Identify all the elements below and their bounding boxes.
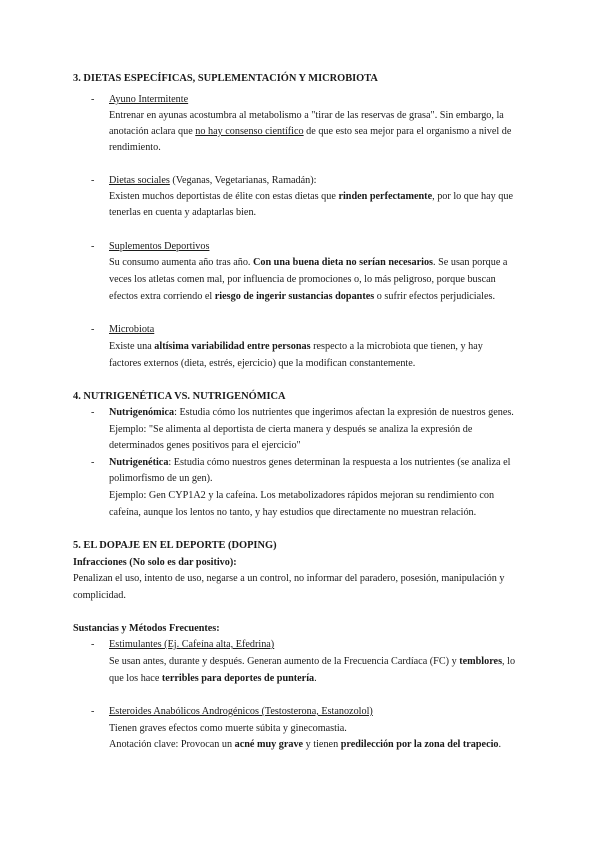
estimulantes-line-1 <box>109 655 515 668</box>
sustancias-title: Sustancias y Métodos Frecuentes: <box>73 623 220 634</box>
bold-text: riesgo de ingerir sustancias dopantes <box>214 291 375 302</box>
text-run: Anotación clave: Provocan un <box>109 739 235 750</box>
nutrigenomica-line-1 <box>109 406 514 419</box>
bullet-dash: - <box>91 639 95 650</box>
bold-text: rinden perfectamente <box>338 191 433 202</box>
nutrigenetica-label: Nutrigenética <box>109 457 169 468</box>
text-run: efectos extra corriendo el <box>109 291 215 302</box>
suplementos-label: Suplementos Deportivos <box>109 241 210 252</box>
bullet-dash: - <box>91 457 95 468</box>
dietas-line-1 <box>109 190 513 203</box>
underlined-text: no hay consenso científico <box>195 126 304 137</box>
bullet-dash: - <box>91 324 95 335</box>
text-run: Existe una <box>109 341 155 352</box>
section-3-title: 3. DIETAS ESPECÍFICAS, SUPLEMENTACIÓN Y MICROBIOTA <box>73 73 378 84</box>
text-run: respecto a la microbiota que tienen, y hay <box>310 341 483 352</box>
text-run: (Veganas, Vegetarianas, Ramadán): <box>169 175 317 186</box>
text-run: . <box>498 739 502 750</box>
esteroides-line-1: Tienen graves efectos como muerte súbita y ginecomastia. <box>109 723 347 734</box>
nutrigenomica-line-2: Ejemplo: "Se alimenta al deportista de cierta manera y después se analiza la expresión de <box>109 424 473 435</box>
bold-text: altísima variabilidad entre personas <box>154 341 311 352</box>
section-5-title: 5. EL DOPAJE EN EL DEPORTE (DOPING) <box>73 540 277 551</box>
dietas-label: Dietas sociales <box>109 175 170 186</box>
ayuno-line-3: rendimiento. <box>109 142 161 153</box>
bullet-dash: - <box>91 175 95 186</box>
bullet-dash: - <box>91 407 95 418</box>
nutrigenetica-line-3: Ejemplo: Gen CYP1A2 y la cafeína. Los metabolizadores rápidos mejoran su rendimiento con <box>109 490 495 501</box>
nutrigenomica-label: Nutrigenómica <box>109 407 175 418</box>
microbiota-line-1 <box>109 340 483 353</box>
infracciones-title: Infracciones (No solo es dar positivo): <box>73 557 237 568</box>
nutrigenomica-line-3: determinados genes positivos para el ejercicio" <box>109 440 301 451</box>
text-run: que los hace <box>109 673 162 684</box>
text-run: Se usan antes, durante y después. Generan aumento de la Frecuencia Cardíaca (FC) y <box>109 656 460 667</box>
bold-text: terribles para deportes de puntería <box>161 673 315 684</box>
text-run: Existen muchos deportistas de élite con estas dietas que <box>109 191 339 202</box>
text-run: , lo <box>502 656 516 667</box>
nutrigenetica-line-2: polimorfismo de un gen). <box>109 473 213 484</box>
text-run: : Estudia cómo nuestros genes determinan la respuesta a los nutrientes (se analiza el <box>168 457 511 468</box>
suplementos-line-2: veces los atletas comen mal, por influencia de promociones o, lo más peligroso, porque buscan <box>109 274 496 285</box>
estimulantes-line-2 <box>109 672 317 685</box>
bold-text: acné muy grave <box>234 739 304 750</box>
text-run: Su consumo aumenta año tras año. <box>109 257 254 268</box>
text-run: y tienen <box>303 739 341 750</box>
bold-text: Con una buena dieta no serían necesarios <box>253 257 434 268</box>
bold-text: temblores <box>459 656 503 667</box>
text-run: o sufrir efectos perjudiciales. <box>374 291 496 302</box>
text-run: . Se usan porque a <box>433 257 508 268</box>
nutrigenetica-line-1 <box>109 456 510 469</box>
infracciones-line-2: complicidad. <box>73 590 126 601</box>
infracciones-line-1: Penalizan el uso, intento de uso, negarse a un control, no informar del paradero, posesión, manipulación y <box>73 573 505 584</box>
microbiota-line-2: factores externos (dieta, estrés, ejercicio) que la modifican constantemente. <box>109 358 416 369</box>
text-run: de que esto sea mejor para el organismo a nivel de <box>303 126 512 137</box>
ayuno-label: Ayuno Intermitente <box>109 94 189 105</box>
text-run: . <box>314 673 317 684</box>
dietas-heading <box>109 174 316 187</box>
bullet-dash: - <box>91 706 95 717</box>
esteroides-line-2 <box>109 738 501 751</box>
bullet-dash: - <box>91 94 95 105</box>
microbiota-label: Microbiota <box>109 324 155 335</box>
dietas-line-2: tenerlas en cuenta y adaptarlas bien. <box>109 207 257 218</box>
ayuno-line-1: Entrenar en ayunas acostumbra al metabolismo a "tirar de las reservas de grasa". Sin embargo, la <box>109 110 504 121</box>
estimulantes-label: Estimulantes (Ej. Cafeína alta, Efedrina) <box>109 639 275 650</box>
bold-text: predilección por la zona del trapecio <box>340 739 499 750</box>
suplementos-line-1 <box>109 256 507 269</box>
ayuno-line-2 <box>109 125 511 138</box>
bullet-dash: - <box>91 241 95 252</box>
suplementos-line-3 <box>109 290 495 303</box>
text-run: : Estudia cómo los nutrientes que ingerimos afectan la expresión de nuestros genes. <box>174 407 514 418</box>
nutrigenetica-line-4: cafeína, aunque los lentos no tanto, y hay estudios que directamente no muestran relación. <box>109 507 477 518</box>
text-run: , por lo que hay que <box>432 191 514 202</box>
esteroides-label: Esteroides Anabólicos Androgénicos (Testosterona, Estanozolol) <box>109 706 373 717</box>
text-run: anotación aclara que <box>109 126 196 137</box>
section-4-title: 4. NUTRIGENÉTICA VS. NUTRIGENÓMICA <box>73 391 286 402</box>
